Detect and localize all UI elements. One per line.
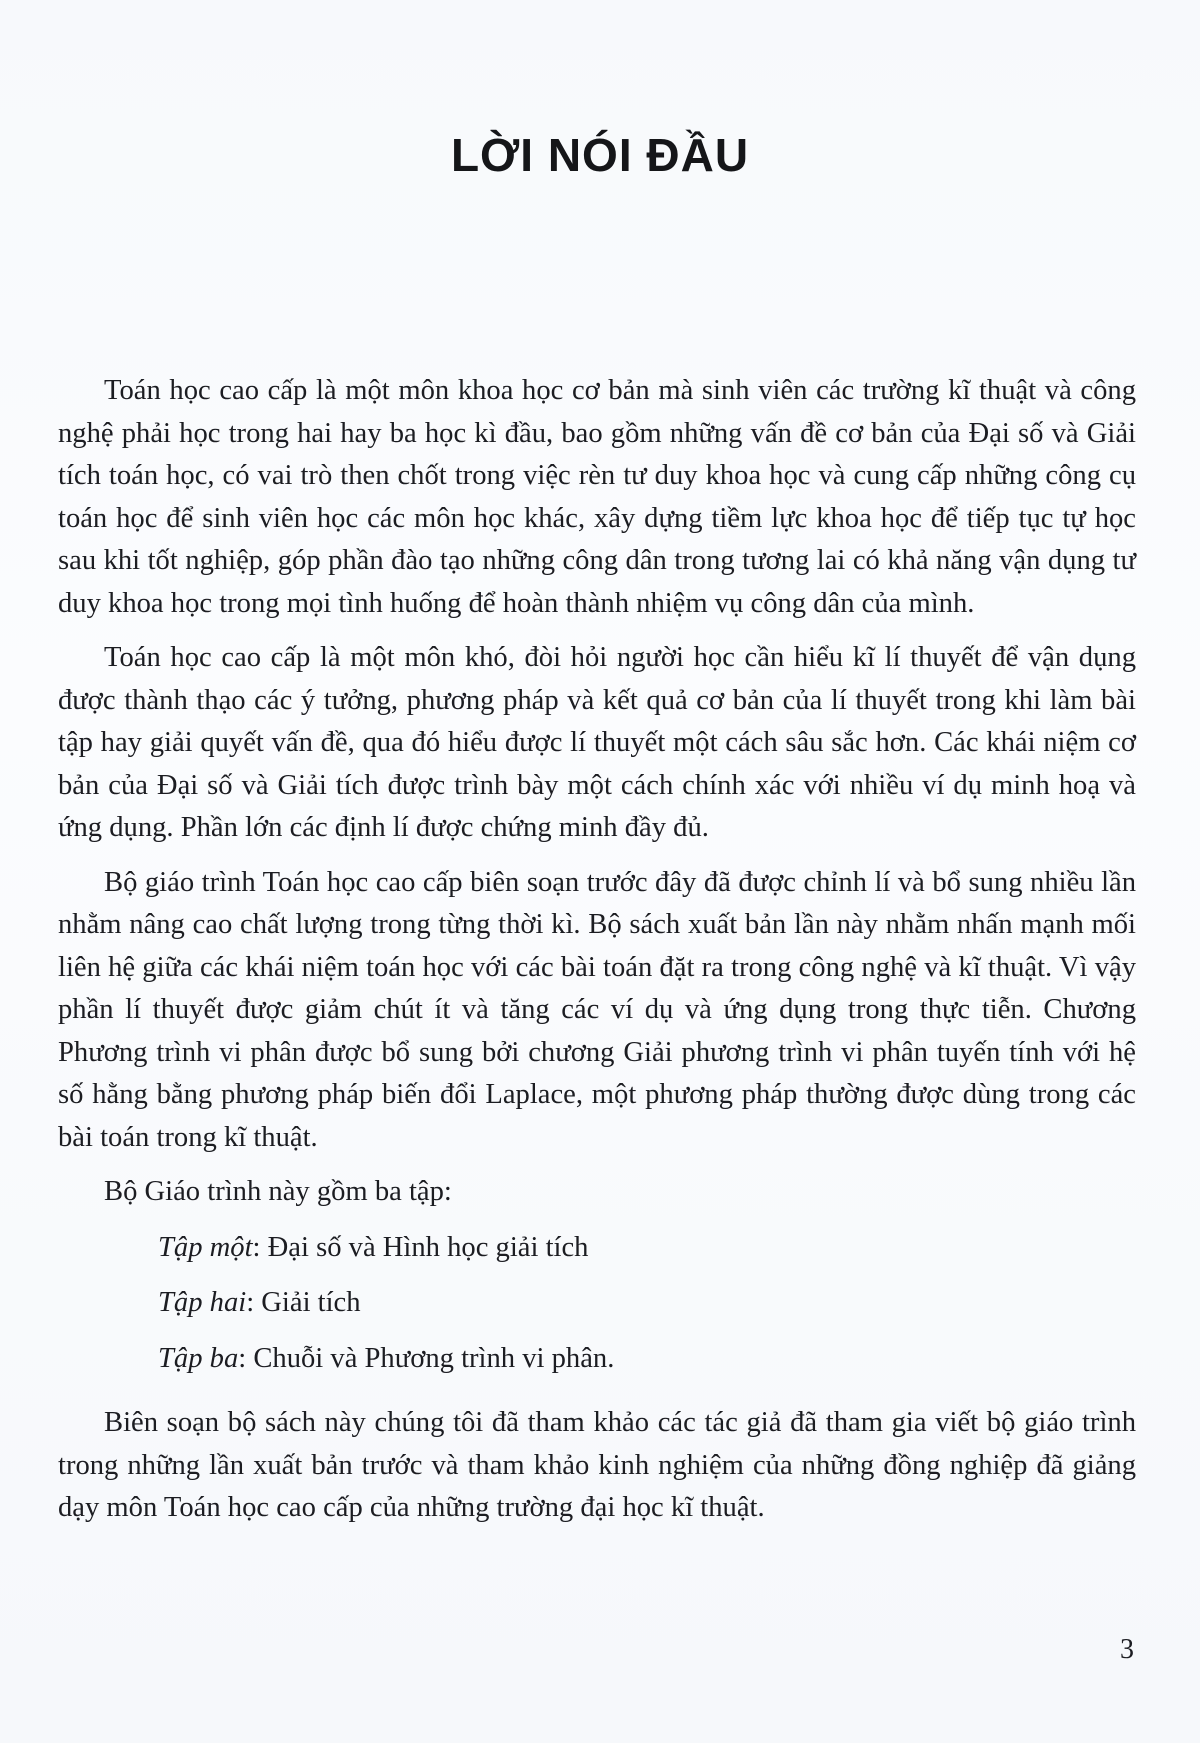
volume-content: : Đại số và Hình học giải tích [252, 1231, 589, 1263]
volume-name: Tập ba [158, 1342, 239, 1374]
volumes-intro: Bộ Giáo trình này gồm ba tập: [104, 1176, 452, 1207]
closing-paragraph: Biên soạn bộ sách này chúng tôi đã tham khảo các tác giả đã tham gia viết bộ giáo trình trong những lần xuất bản trước và tham khảo kinh nghiệm của những đồng nghiệp đã giảng dạy môn Toán học cao cấp của những trường đại học kĩ thuật. [58, 1407, 1136, 1523]
paragraph-2: Toán học cao cấp là một môn khó, đòi hỏi người học cần hiểu kĩ lí thuyết để vận dụng được thành thạo các ý tưởng, phương pháp và kết quả cơ bản của lí thuyết trong khi làm bài tập hay giải quyết vấn đề, qua đó hiểu được lí thuyết một cách sâu sắc hơn. Các khái niệm cơ bản của Đại số và Giải tích được trình bày một cách chính xác với nhiều ví dụ minh hoạ và ứng dụng. Phần lớn các định lí được chứng minh đầy đủ. [58, 642, 1136, 843]
paragraph-1: Toán học cao cấp là một môn khoa học cơ bản mà sinh viên các trường kĩ thuật và công nghệ phải học trong hai hay ba học kì đầu, bao gồm những vấn đề cơ bản của Đại số và Giải tích toán học, có vai trò then chốt trong việc rèn tư duy khoa học và cung cấp những công cụ toán học để sinh viên học các môn học khác, xây dựng tiềm lực khoa học để tiếp tục tự học sau khi tốt nghiệp, góp phần đào tạo những công dân trong tương lai có khả năng vận dụng tư duy khoa học trong mọi tình huống để hoàn thành nhiệm vụ công dân của mình. [58, 375, 1136, 619]
page-title: LỜI NÓI ĐẦU [450, 129, 750, 181]
volume-item-3 [58, 1338, 1136, 1381]
page-body [58, 370, 1136, 1542]
volume-item-2 [58, 1282, 1136, 1325]
page-number: 3 [1120, 1634, 1134, 1665]
paragraph-3: Bộ giáo trình Toán học cao cấp biên soạn trước đây đã được chỉnh lí và bổ sung nhiều lần nhằm nâng cao chất lượng trong từng thời kì. Bộ sách xuất bản lần này nhằm nhấn mạnh mối liên hệ giữa các khái niệm toán học với các bài toán đặt ra trong công nghệ và kĩ thuật. Vì vậy phần lí thuyết được giảm chút ít và tăng các ví dụ và ứng dụng trong thực tiễn. Chương Phương trình vi phân được bổ sung bởi chương Giải phương trình vi phân tuyến tính với hệ số hằng bằng phương pháp biến đổi Laplace, một phương pháp thường được dùng trong các bài toán trong kĩ thuật. [58, 866, 1136, 1153]
volume-content: : Chuỗi và Phương trình vi phân. [238, 1342, 615, 1374]
volume-name: Tập một [158, 1231, 253, 1263]
volume-name: Tập hai [158, 1287, 247, 1318]
volume-content: : Giải tích [246, 1287, 361, 1318]
volume-item-1 [58, 1227, 1136, 1270]
